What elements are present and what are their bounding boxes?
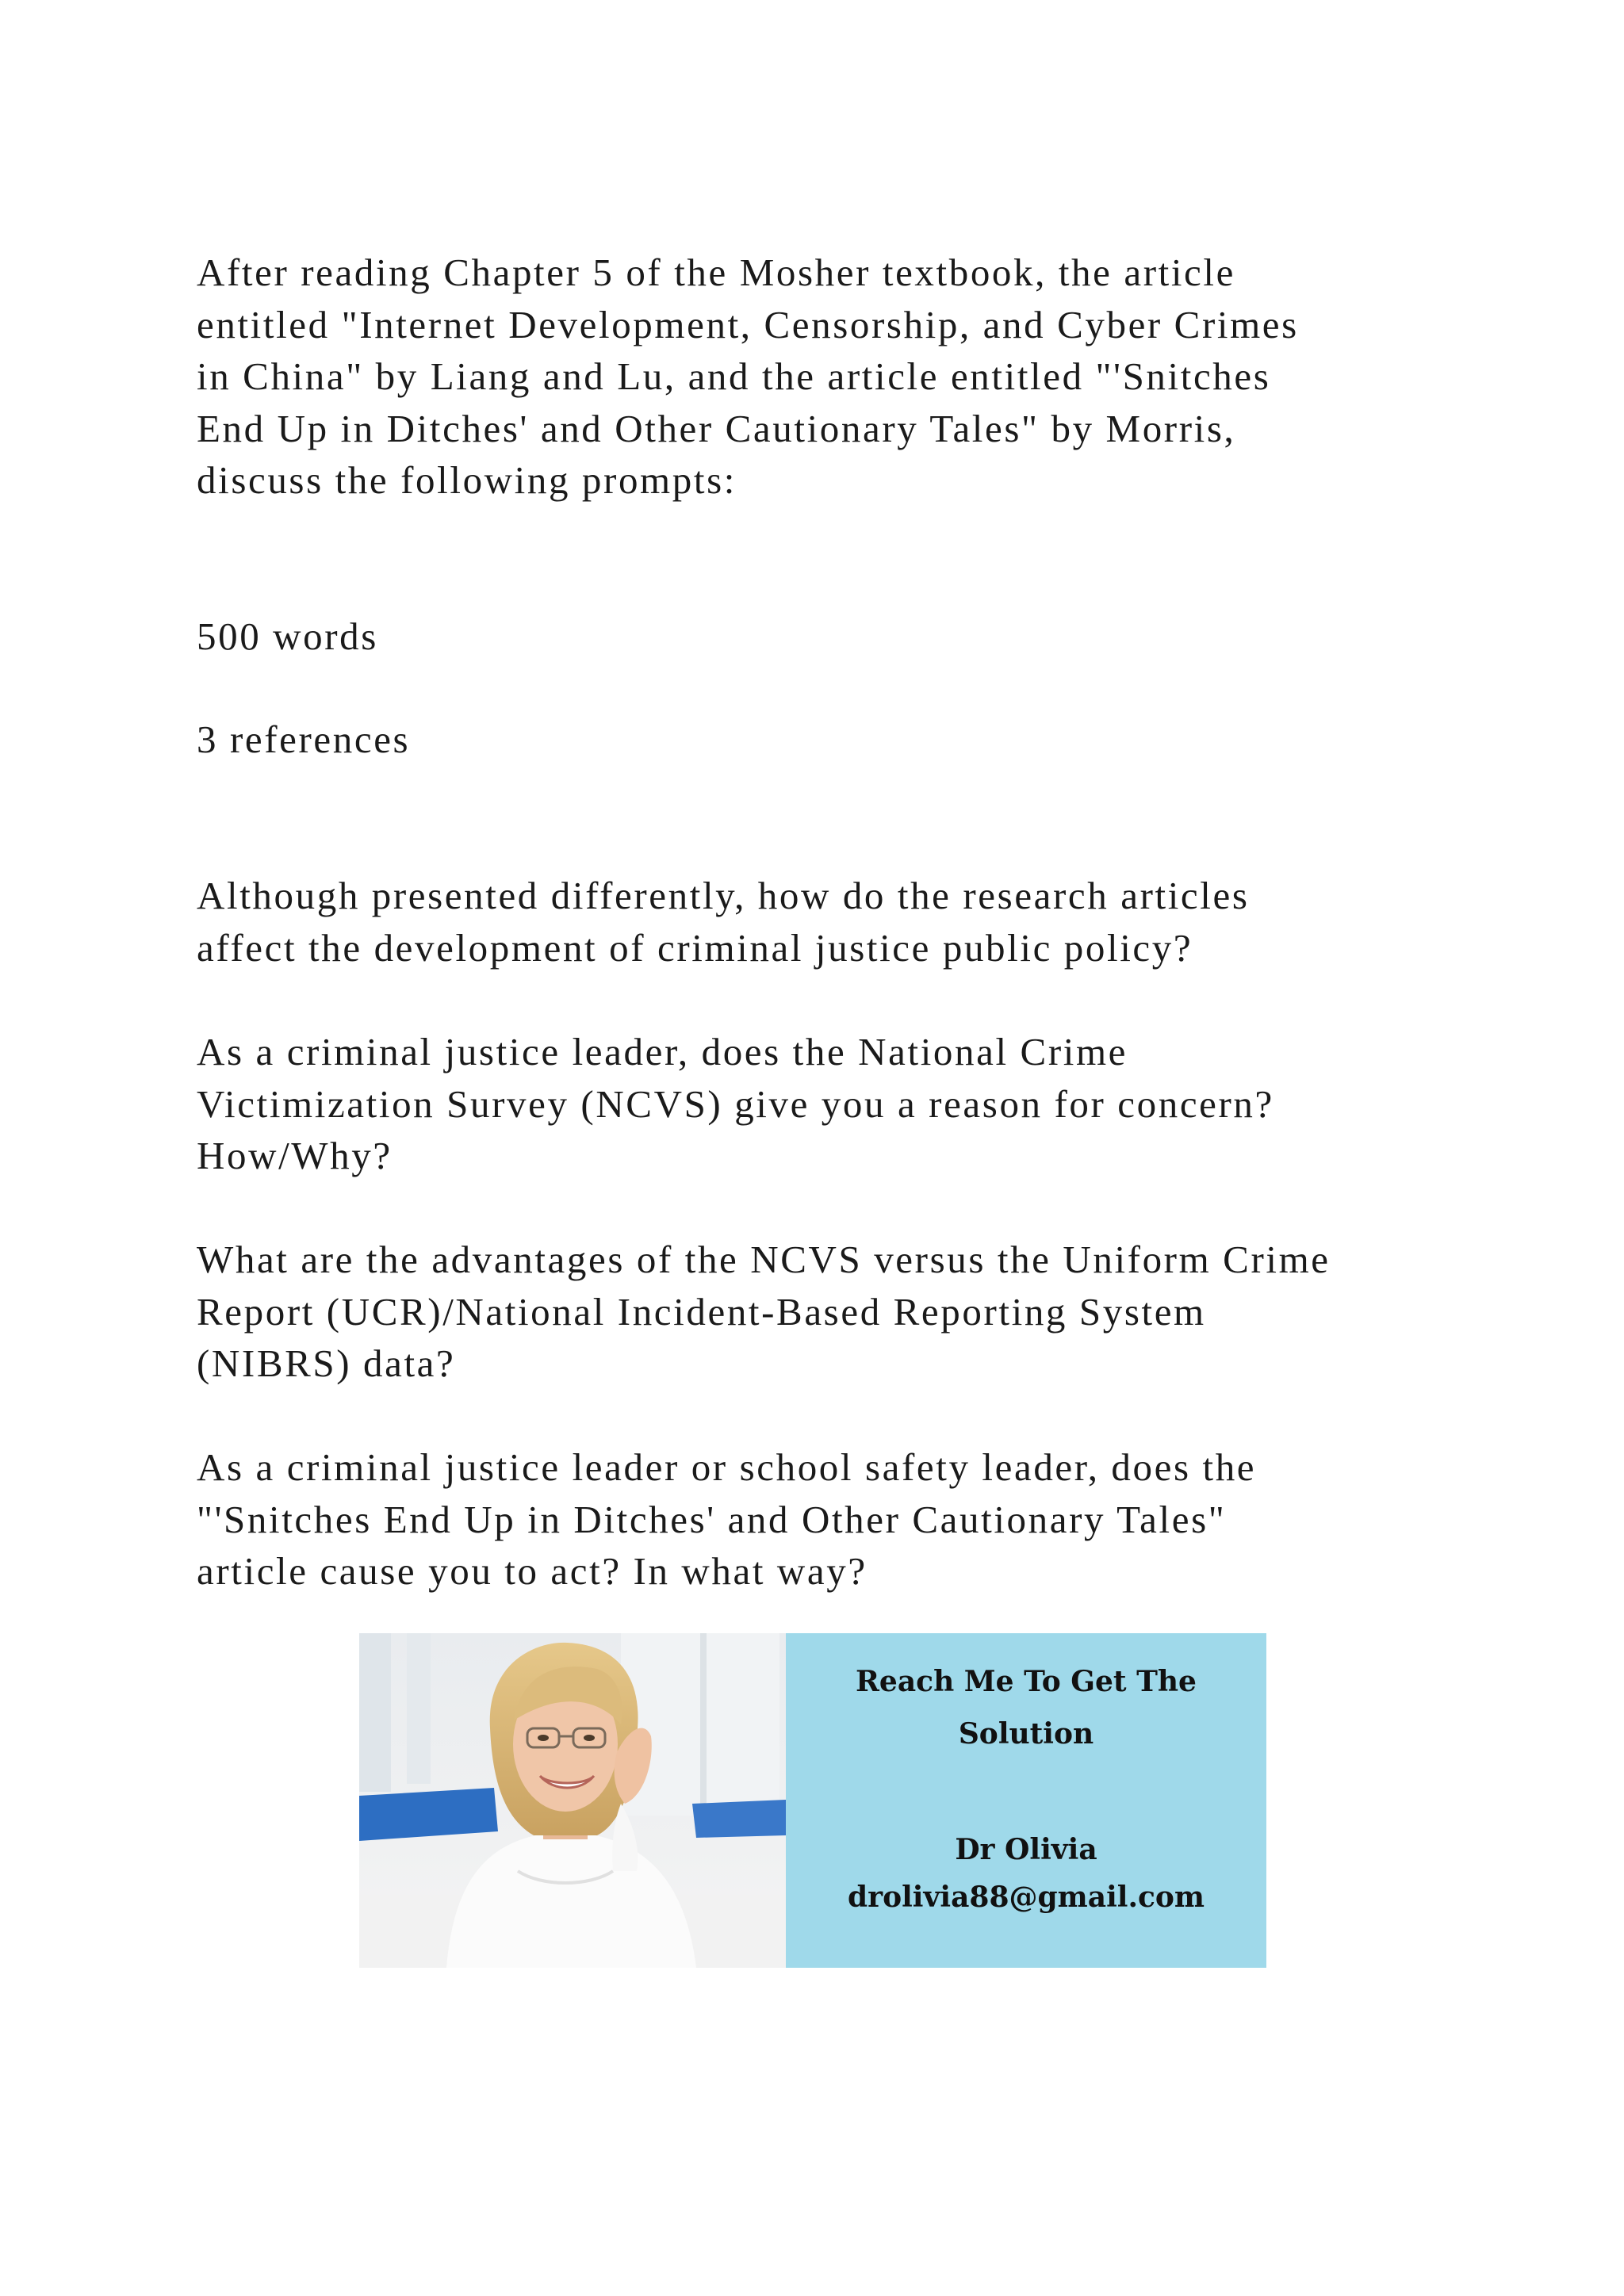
contact-email: drolivia88@gmail.com <box>847 1881 1205 1914</box>
contact-banner <box>359 1633 1266 1968</box>
contact-name: Dr Olivia <box>955 1833 1097 1866</box>
intro-paragraph: After reading Chapter 5 of the Mosher textbook, the article entitled "Internet Development, Censorship, and Cyber Crimes in China" by Liang and Lu, and the article entitled "'Snitches End Up in Ditches' and Other Cautionary Tales" by Morris, discuss the following prompts: <box>197 251 1299 502</box>
question-1: Although presented differently, how do the research articles affect the development of criminal justice public policy? <box>197 874 1250 970</box>
call-to-action-line-1: Reach Me To Get The <box>856 1665 1197 1698</box>
question-2: As a criminal justice leader, does the National Crime Victimization Survey (NCVS) give you a reason for concern? How/Why? <box>197 1030 1274 1177</box>
references-requirement: 3 references <box>197 718 411 761</box>
question-3: What are the advantages of the NCVS versus the Uniform Crime Report (UCR)/National Incident-Based Reporting System (NIBRS) data? <box>197 1238 1331 1385</box>
call-to-action-line-2: Solution <box>958 1717 1094 1751</box>
question-4: As a criminal justice leader or school safety leader, does the "'Snitches End Up in Ditches' and Other Cautionary Tales" article cause you to act? In what way? <box>197 1445 1257 1593</box>
woman-photo <box>359 1633 786 1968</box>
woman-illustration <box>359 1633 786 1968</box>
contact-panel <box>786 1633 1266 1968</box>
word-count-requirement: 500 words <box>197 614 378 658</box>
